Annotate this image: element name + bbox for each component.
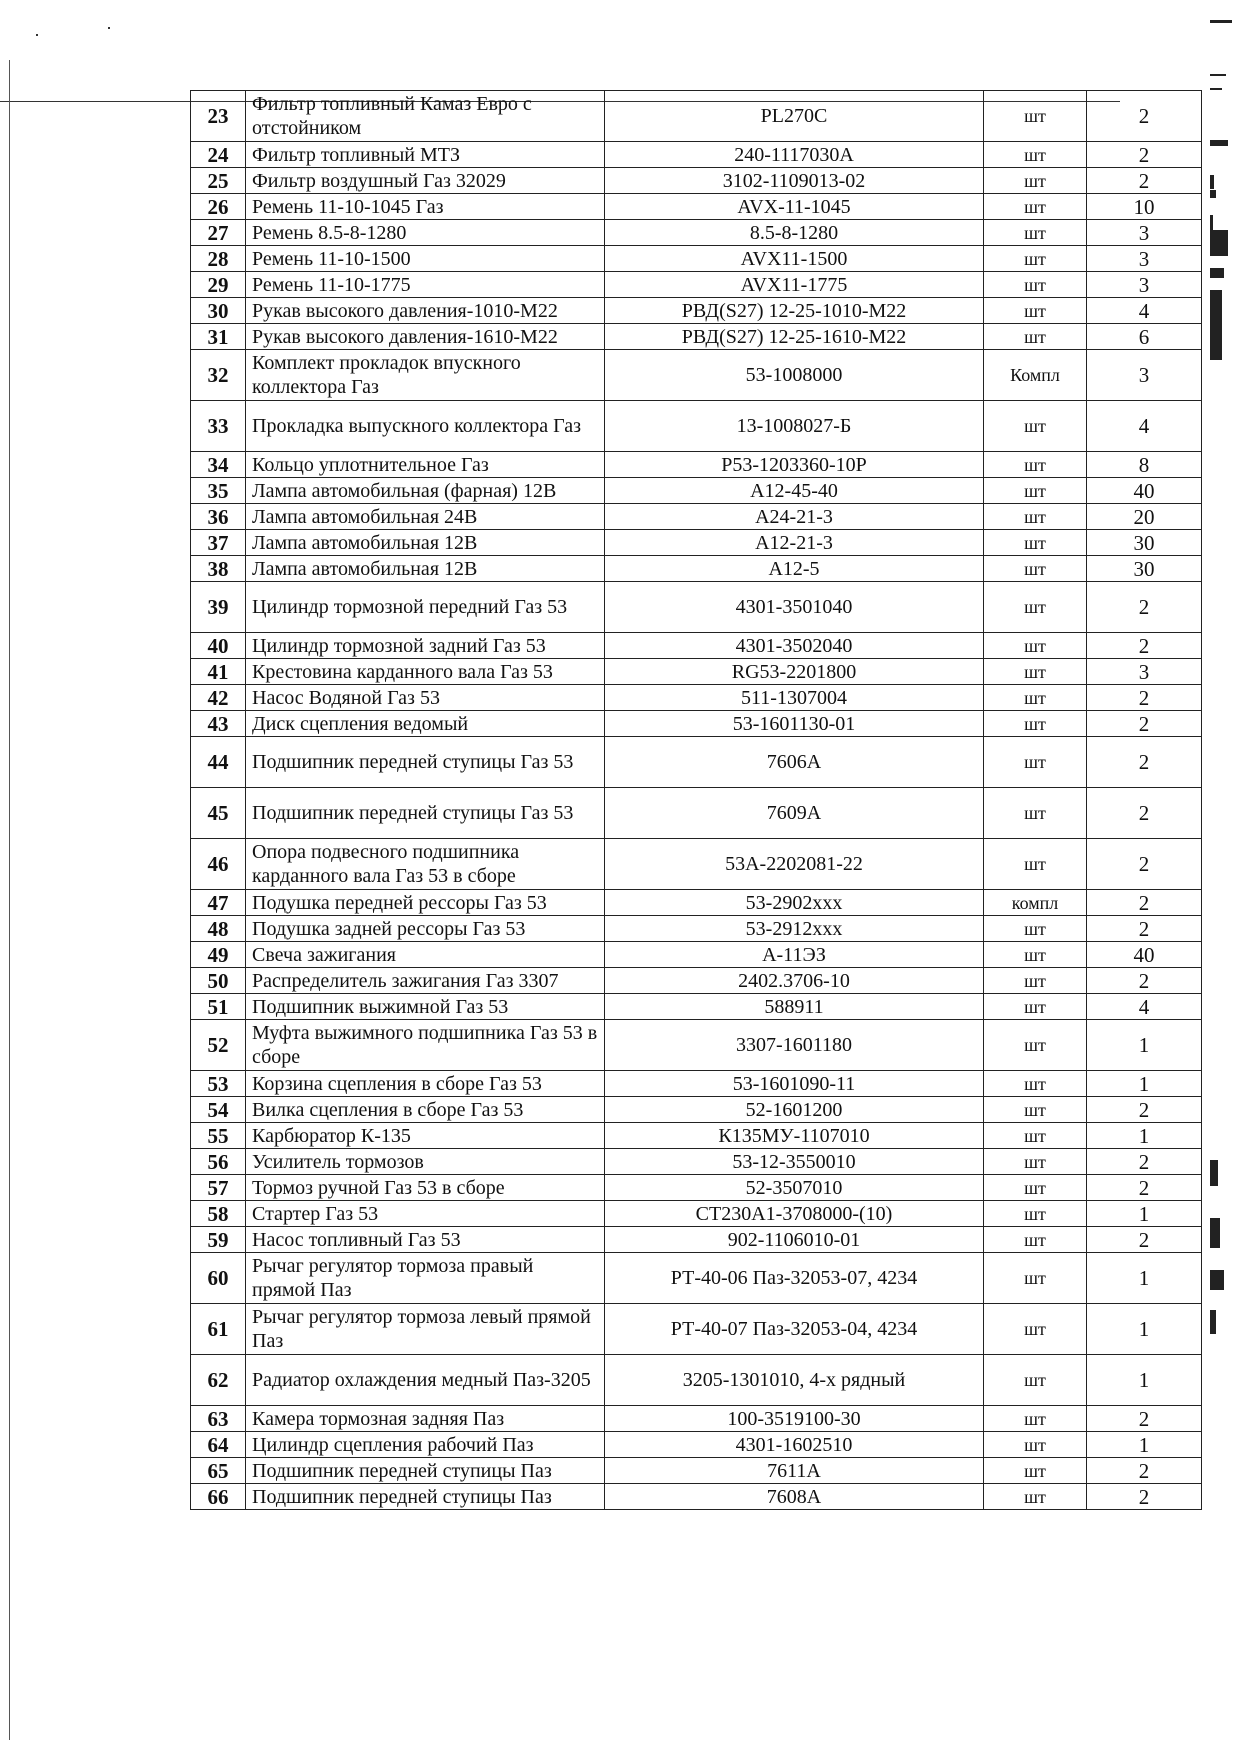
item-name: Рукав высокого давления-1610-М22 bbox=[246, 324, 605, 350]
quantity: 1 bbox=[1087, 1355, 1202, 1406]
item-name: Комплект прокладок впускного коллектора Газ bbox=[246, 350, 605, 401]
row-number: 55 bbox=[191, 1123, 246, 1149]
unit-of-measure: шт bbox=[984, 994, 1087, 1020]
part-code: 3102-1109013-02 bbox=[605, 168, 984, 194]
item-name: Кольцо уплотнительное Газ bbox=[246, 452, 605, 478]
part-code: 53-1601130-01 bbox=[605, 711, 984, 737]
item-name: Камера тормозная задняя Паз bbox=[246, 1406, 605, 1432]
part-code: РТ-40-06 Паз-32053-07, 4234 bbox=[605, 1253, 984, 1304]
table-row bbox=[191, 1020, 1202, 1071]
row-number: 43 bbox=[191, 711, 246, 737]
quantity: 2 bbox=[1087, 788, 1202, 839]
row-number: 36 bbox=[191, 504, 246, 530]
quantity: 6 bbox=[1087, 324, 1202, 350]
unit-of-measure: шт bbox=[984, 504, 1087, 530]
table-row bbox=[191, 1484, 1202, 1510]
unit-of-measure: шт bbox=[984, 452, 1087, 478]
unit-of-measure: шт bbox=[984, 298, 1087, 324]
row-number: 29 bbox=[191, 272, 246, 298]
table-row bbox=[191, 711, 1202, 737]
part-code: 3205-1301010, 4-х рядный bbox=[605, 1355, 984, 1406]
item-name: Лампа автомобильная 24В bbox=[246, 504, 605, 530]
quantity: 2 bbox=[1087, 1149, 1202, 1175]
quantity: 2 bbox=[1087, 1458, 1202, 1484]
part-code: 7609А bbox=[605, 788, 984, 839]
table-row bbox=[191, 1123, 1202, 1149]
quantity: 1 bbox=[1087, 1304, 1202, 1355]
table-row bbox=[191, 298, 1202, 324]
quantity: 30 bbox=[1087, 556, 1202, 582]
quantity: 2 bbox=[1087, 1227, 1202, 1253]
part-code: К135МУ-1107010 bbox=[605, 1123, 984, 1149]
table-row bbox=[191, 788, 1202, 839]
unit-of-measure: шт bbox=[984, 685, 1087, 711]
part-code: 100-3519100-30 bbox=[605, 1406, 984, 1432]
row-number: 33 bbox=[191, 401, 246, 452]
table-row bbox=[191, 452, 1202, 478]
part-code: 4301-1602510 bbox=[605, 1432, 984, 1458]
item-name: Цилиндр тормозной задний Газ 53 bbox=[246, 633, 605, 659]
item-name: Рычаг регулятор тормоза левый прямой Паз bbox=[246, 1304, 605, 1355]
quantity: 1 bbox=[1087, 1020, 1202, 1071]
part-code: 3307-1601180 bbox=[605, 1020, 984, 1071]
item-name: Лампа автомобильная 12В bbox=[246, 556, 605, 582]
quantity: 2 bbox=[1087, 168, 1202, 194]
part-code: 8.5-8-1280 bbox=[605, 220, 984, 246]
item-name: Крестовина карданного вала Газ 53 bbox=[246, 659, 605, 685]
row-number: 51 bbox=[191, 994, 246, 1020]
unit-of-measure: шт bbox=[984, 1149, 1087, 1175]
table-row bbox=[191, 272, 1202, 298]
item-name: Прокладка выпускного коллектора Газ bbox=[246, 401, 605, 452]
unit-of-measure: шт bbox=[984, 324, 1087, 350]
table-row bbox=[191, 1304, 1202, 1355]
part-code: 53-2902ххх bbox=[605, 890, 984, 916]
quantity: 1 bbox=[1087, 1123, 1202, 1149]
quantity: 1 bbox=[1087, 1071, 1202, 1097]
item-name: Подшипник передней ступицы Газ 53 bbox=[246, 737, 605, 788]
quantity: 2 bbox=[1087, 839, 1202, 890]
table-row bbox=[191, 1175, 1202, 1201]
part-code: 511-1307004 bbox=[605, 685, 984, 711]
unit-of-measure: шт bbox=[984, 1432, 1087, 1458]
quantity: 2 bbox=[1087, 685, 1202, 711]
table-row bbox=[191, 1227, 1202, 1253]
item-name: Рычаг регулятор тормоза правый прямой Паз bbox=[246, 1253, 605, 1304]
table-row bbox=[191, 246, 1202, 272]
table-row bbox=[191, 1149, 1202, 1175]
part-code: 7611А bbox=[605, 1458, 984, 1484]
unit-of-measure: шт bbox=[984, 401, 1087, 452]
row-number: 47 bbox=[191, 890, 246, 916]
row-number: 62 bbox=[191, 1355, 246, 1406]
quantity: 8 bbox=[1087, 452, 1202, 478]
row-number: 24 bbox=[191, 142, 246, 168]
part-code: 53-1008000 bbox=[605, 350, 984, 401]
item-name: Рукав высокого давления-1010-М22 bbox=[246, 298, 605, 324]
table-row bbox=[191, 401, 1202, 452]
item-name: Фильтр топливный МТЗ bbox=[246, 142, 605, 168]
quantity: 20 bbox=[1087, 504, 1202, 530]
item-name: Подшипник передней ступицы Паз bbox=[246, 1458, 605, 1484]
unit-of-measure: шт bbox=[984, 1355, 1087, 1406]
quantity: 3 bbox=[1087, 220, 1202, 246]
unit-of-measure: шт bbox=[984, 1227, 1087, 1253]
part-code: AVX11-1500 bbox=[605, 246, 984, 272]
part-code: РВД(S27) 12-25-1010-М22 bbox=[605, 298, 984, 324]
unit-of-measure: шт bbox=[984, 1201, 1087, 1227]
row-number: 32 bbox=[191, 350, 246, 401]
table-row bbox=[191, 633, 1202, 659]
item-name: Лампа автомобильная 12В bbox=[246, 530, 605, 556]
quantity: 4 bbox=[1087, 994, 1202, 1020]
item-name: Диск сцепления ведомый bbox=[246, 711, 605, 737]
part-code: А12-21-3 bbox=[605, 530, 984, 556]
item-name: Тормоз ручной Газ 53 в сборе bbox=[246, 1175, 605, 1201]
row-number: 44 bbox=[191, 737, 246, 788]
item-name: Подшипник передней ступицы Паз bbox=[246, 1484, 605, 1510]
quantity: 2 bbox=[1087, 1406, 1202, 1432]
part-code: 588911 bbox=[605, 994, 984, 1020]
unit-of-measure: шт bbox=[984, 711, 1087, 737]
part-code: 4301-3501040 bbox=[605, 582, 984, 633]
row-number: 39 bbox=[191, 582, 246, 633]
item-name: Вилка сцепления в сборе Газ 53 bbox=[246, 1097, 605, 1123]
row-number: 28 bbox=[191, 246, 246, 272]
quantity: 2 bbox=[1087, 711, 1202, 737]
table-row bbox=[191, 478, 1202, 504]
table-row bbox=[191, 1253, 1202, 1304]
part-code: 4301-3502040 bbox=[605, 633, 984, 659]
table-row bbox=[191, 994, 1202, 1020]
item-name: Распределитель зажигания Газ 3307 bbox=[246, 968, 605, 994]
row-number: 34 bbox=[191, 452, 246, 478]
quantity: 1 bbox=[1087, 1432, 1202, 1458]
item-name: Корзина сцепления в сборе Газ 53 bbox=[246, 1071, 605, 1097]
row-number: 45 bbox=[191, 788, 246, 839]
unit-of-measure: шт bbox=[984, 1458, 1087, 1484]
unit-of-measure: Компл bbox=[984, 350, 1087, 401]
row-number: 40 bbox=[191, 633, 246, 659]
quantity: 2 bbox=[1087, 1175, 1202, 1201]
part-code: 13-1008027-Б bbox=[605, 401, 984, 452]
part-code: PL270C bbox=[605, 91, 984, 142]
quantity: 1 bbox=[1087, 1253, 1202, 1304]
table-row bbox=[191, 194, 1202, 220]
table-row bbox=[191, 582, 1202, 633]
item-name: Подушка передней рессоры Газ 53 bbox=[246, 890, 605, 916]
item-name: Стартер Газ 53 bbox=[246, 1201, 605, 1227]
table-row bbox=[191, 91, 1202, 142]
part-code: РВД(S27) 12-25-1610-М22 bbox=[605, 324, 984, 350]
row-number: 63 bbox=[191, 1406, 246, 1432]
scan-speck bbox=[108, 27, 110, 29]
item-name: Лампа автомобильная (фарная) 12В bbox=[246, 478, 605, 504]
row-number: 60 bbox=[191, 1253, 246, 1304]
part-code: А24-21-3 bbox=[605, 504, 984, 530]
unit-of-measure: шт bbox=[984, 737, 1087, 788]
unit-of-measure: шт bbox=[984, 1175, 1087, 1201]
table-row bbox=[191, 1458, 1202, 1484]
row-number: 30 bbox=[191, 298, 246, 324]
table-row bbox=[191, 168, 1202, 194]
quantity: 2 bbox=[1087, 968, 1202, 994]
part-code: А12-45-40 bbox=[605, 478, 984, 504]
parts-table-body bbox=[191, 91, 1202, 1510]
row-number: 27 bbox=[191, 220, 246, 246]
row-number: 25 bbox=[191, 168, 246, 194]
quantity: 2 bbox=[1087, 1484, 1202, 1510]
item-name: Цилиндр сцепления рабочий Паз bbox=[246, 1432, 605, 1458]
item-name: Ремень 8.5-8-1280 bbox=[246, 220, 605, 246]
unit-of-measure: шт bbox=[984, 91, 1087, 142]
table-row bbox=[191, 504, 1202, 530]
unit-of-measure: шт bbox=[984, 916, 1087, 942]
quantity: 4 bbox=[1087, 401, 1202, 452]
item-name: Ремень 11-10-1045 Газ bbox=[246, 194, 605, 220]
item-name: Подушка задней рессоры Газ 53 bbox=[246, 916, 605, 942]
quantity: 2 bbox=[1087, 582, 1202, 633]
item-name: Свеча зажигания bbox=[246, 942, 605, 968]
part-code: 53-12-3550010 bbox=[605, 1149, 984, 1175]
part-code: Р53-1203360-10Р bbox=[605, 452, 984, 478]
row-number: 50 bbox=[191, 968, 246, 994]
quantity: 40 bbox=[1087, 942, 1202, 968]
quantity: 2 bbox=[1087, 633, 1202, 659]
table-row bbox=[191, 1355, 1202, 1406]
unit-of-measure: шт bbox=[984, 168, 1087, 194]
unit-of-measure: шт bbox=[984, 633, 1087, 659]
row-number: 61 bbox=[191, 1304, 246, 1355]
row-number: 56 bbox=[191, 1149, 246, 1175]
part-code: 902-1106010-01 bbox=[605, 1227, 984, 1253]
table-row bbox=[191, 1432, 1202, 1458]
item-name: Подшипник выжимной Газ 53 bbox=[246, 994, 605, 1020]
row-number: 54 bbox=[191, 1097, 246, 1123]
unit-of-measure: шт bbox=[984, 1020, 1087, 1071]
part-code: А-11ЭЗ bbox=[605, 942, 984, 968]
scan-left-margin-line bbox=[9, 60, 10, 1740]
quantity: 4 bbox=[1087, 298, 1202, 324]
item-name: Ремень 11-10-1500 bbox=[246, 246, 605, 272]
unit-of-measure: шт bbox=[984, 1071, 1087, 1097]
row-number: 35 bbox=[191, 478, 246, 504]
table-row bbox=[191, 659, 1202, 685]
table-row bbox=[191, 324, 1202, 350]
row-number: 57 bbox=[191, 1175, 246, 1201]
table-row bbox=[191, 916, 1202, 942]
table-row bbox=[191, 556, 1202, 582]
item-name: Ремень 11-10-1775 bbox=[246, 272, 605, 298]
unit-of-measure: шт bbox=[984, 582, 1087, 633]
unit-of-measure: шт bbox=[984, 1406, 1087, 1432]
row-number: 52 bbox=[191, 1020, 246, 1071]
quantity: 3 bbox=[1087, 350, 1202, 401]
parts-table bbox=[190, 90, 1202, 1510]
unit-of-measure: шт bbox=[984, 942, 1087, 968]
quantity: 1 bbox=[1087, 1201, 1202, 1227]
unit-of-measure: шт bbox=[984, 1484, 1087, 1510]
item-name: Опора подвесного подшипника карданного вала Газ 53 в сборе bbox=[246, 839, 605, 890]
item-name: Насос топливный Газ 53 bbox=[246, 1227, 605, 1253]
part-code: 240-1117030А bbox=[605, 142, 984, 168]
part-code: 53-2912ххх bbox=[605, 916, 984, 942]
part-code: RG53-2201800 bbox=[605, 659, 984, 685]
scan-speck bbox=[36, 34, 38, 36]
unit-of-measure: шт bbox=[984, 1123, 1087, 1149]
row-number: 23 bbox=[191, 91, 246, 142]
unit-of-measure: компл bbox=[984, 890, 1087, 916]
quantity: 2 bbox=[1087, 916, 1202, 942]
row-number: 46 bbox=[191, 839, 246, 890]
part-code: 53-1601090-11 bbox=[605, 1071, 984, 1097]
row-number: 59 bbox=[191, 1227, 246, 1253]
unit-of-measure: шт bbox=[984, 968, 1087, 994]
table-row bbox=[191, 1406, 1202, 1432]
part-code: А12-5 bbox=[605, 556, 984, 582]
table-row bbox=[191, 1071, 1202, 1097]
item-name: Цилиндр тормозной передний Газ 53 bbox=[246, 582, 605, 633]
table-row bbox=[191, 968, 1202, 994]
item-name: Подшипник передней ступицы Газ 53 bbox=[246, 788, 605, 839]
table-row bbox=[191, 685, 1202, 711]
row-number: 53 bbox=[191, 1071, 246, 1097]
unit-of-measure: шт bbox=[984, 142, 1087, 168]
unit-of-measure: шт bbox=[984, 556, 1087, 582]
row-number: 41 bbox=[191, 659, 246, 685]
quantity: 3 bbox=[1087, 246, 1202, 272]
unit-of-measure: шт bbox=[984, 788, 1087, 839]
quantity: 2 bbox=[1087, 1097, 1202, 1123]
table-row bbox=[191, 737, 1202, 788]
item-name: Муфта выжимного подшипника Газ 53 в сборе bbox=[246, 1020, 605, 1071]
quantity: 40 bbox=[1087, 478, 1202, 504]
part-code: 2402.3706-10 bbox=[605, 968, 984, 994]
row-number: 49 bbox=[191, 942, 246, 968]
unit-of-measure: шт bbox=[984, 530, 1087, 556]
table-row bbox=[191, 142, 1202, 168]
table-row bbox=[191, 1201, 1202, 1227]
unit-of-measure: шт bbox=[984, 220, 1087, 246]
table-row bbox=[191, 890, 1202, 916]
quantity: 2 bbox=[1087, 91, 1202, 142]
part-code: AVX-11-1045 bbox=[605, 194, 984, 220]
part-code: 52-1601200 bbox=[605, 1097, 984, 1123]
row-number: 42 bbox=[191, 685, 246, 711]
part-code: РТ-40-07 Паз-32053-04, 4234 bbox=[605, 1304, 984, 1355]
part-code: 7606А bbox=[605, 737, 984, 788]
row-number: 37 bbox=[191, 530, 246, 556]
item-name: Усилитель тормозов bbox=[246, 1149, 605, 1175]
row-number: 26 bbox=[191, 194, 246, 220]
row-number: 48 bbox=[191, 916, 246, 942]
item-name: Радиатор охлаждения медный Паз-3205 bbox=[246, 1355, 605, 1406]
part-code: 52-3507010 bbox=[605, 1175, 984, 1201]
row-number: 65 bbox=[191, 1458, 246, 1484]
quantity: 3 bbox=[1087, 272, 1202, 298]
quantity: 2 bbox=[1087, 890, 1202, 916]
row-number: 64 bbox=[191, 1432, 246, 1458]
part-code: 53А-2202081-22 bbox=[605, 839, 984, 890]
item-name: Фильтр топливный Камаз Евро с отстойником bbox=[246, 91, 605, 142]
unit-of-measure: шт bbox=[984, 272, 1087, 298]
table-row bbox=[191, 942, 1202, 968]
scan-edge-barcode-marks bbox=[1210, 0, 1236, 1754]
unit-of-measure: шт bbox=[984, 194, 1087, 220]
quantity: 10 bbox=[1087, 194, 1202, 220]
part-code: 7608А bbox=[605, 1484, 984, 1510]
unit-of-measure: шт bbox=[984, 1304, 1087, 1355]
row-number: 31 bbox=[191, 324, 246, 350]
unit-of-measure: шт bbox=[984, 839, 1087, 890]
table-row bbox=[191, 220, 1202, 246]
unit-of-measure: шт bbox=[984, 1097, 1087, 1123]
part-code: СТ230А1-3708000-(10) bbox=[605, 1201, 984, 1227]
row-number: 58 bbox=[191, 1201, 246, 1227]
unit-of-measure: шт bbox=[984, 659, 1087, 685]
unit-of-measure: шт bbox=[984, 478, 1087, 504]
item-name: Насос Водяной Газ 53 bbox=[246, 685, 605, 711]
row-number: 38 bbox=[191, 556, 246, 582]
table-row bbox=[191, 839, 1202, 890]
quantity: 2 bbox=[1087, 737, 1202, 788]
item-name: Фильтр воздушный Газ 32029 bbox=[246, 168, 605, 194]
unit-of-measure: шт bbox=[984, 246, 1087, 272]
row-number: 66 bbox=[191, 1484, 246, 1510]
unit-of-measure: шт bbox=[984, 1253, 1087, 1304]
quantity: 3 bbox=[1087, 659, 1202, 685]
quantity: 2 bbox=[1087, 142, 1202, 168]
table-row bbox=[191, 350, 1202, 401]
table-row bbox=[191, 1097, 1202, 1123]
table-row bbox=[191, 530, 1202, 556]
quantity: 30 bbox=[1087, 530, 1202, 556]
part-code: AVX11-1775 bbox=[605, 272, 984, 298]
item-name: Карбюратор К-135 bbox=[246, 1123, 605, 1149]
